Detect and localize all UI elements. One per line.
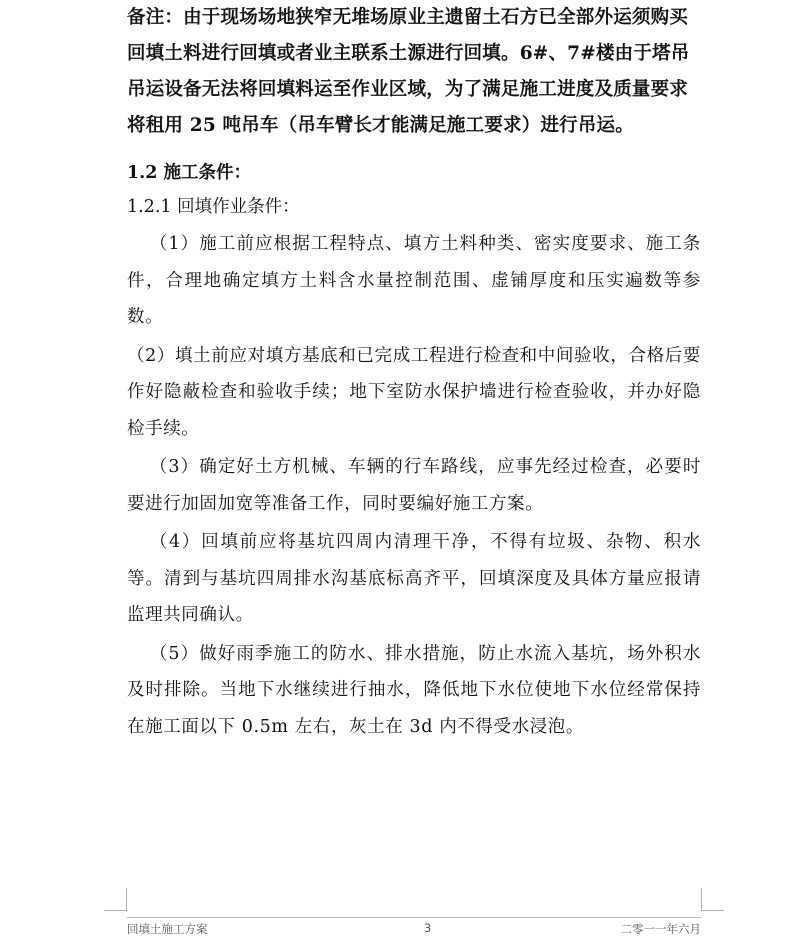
margin-corner-bottom-right [701,888,724,911]
footer-date: 二零一一年六月 [620,922,701,936]
page-body [127,0,701,745]
margin-corner-bottom-left [104,888,127,911]
section-heading: 1.2 施工条件： [127,163,252,183]
condition-item-4: （4）回填前应将基坑四周内清理干净，不得有垃圾、杂物、积水等。清到与基坑四周排水沟基底标高齐平，回填深度及具体方量应报请监理共同确认。 [127,532,701,625]
condition-item-5: （5）做好雨季施工的防水、排水措施，防止水流入基坑，场外积水及时排除。当地下水继续进行抽水，降低地下水位使地下水位经常保持在施工面以下 0.5m 左右，灰土在 3d 内不得受水浸泡。 [127,643,701,737]
remark-paragraph: 备注：由于现场场地狭窄无堆场原业主遗留土石方已全部外运须购买回填土料进行回填或者业主联系土源进行回填。6#、7#楼由于塔吊吊运设备无法将回填料运至作业区域，为了满足施工进度及质量要求将租用 25 吨吊车（吊车臂长才能满足施工要求）进行吊运。 [127,7,690,136]
footer-document-title: 回填土施工方案 [127,922,208,936]
condition-item-2: （2）填土前应对填方基底和已完成工程进行检查和中间验收，合格后要作好隐蔽检查和验收手续；地下室防水保护墙进行检查验收，并办好隐检手续。 [127,345,701,439]
subsection-heading: 1.2.1 回填作业条件： [127,197,300,217]
condition-item-3: （3）确定好土方机械、车辆的行车路线，应事先经过检查，必要时要进行加固加宽等准备工作，同时要编好施工方案。 [127,457,701,514]
footer-page-number: 3 [424,921,432,935]
condition-item-1: （1）施工前应根据工程特点、填方土料种类、密实度要求、施工条件，合理地确定填方土料含水量控制范围、虚铺厚度和压实遍数等参数。 [127,234,701,327]
footer-divider [127,917,701,918]
